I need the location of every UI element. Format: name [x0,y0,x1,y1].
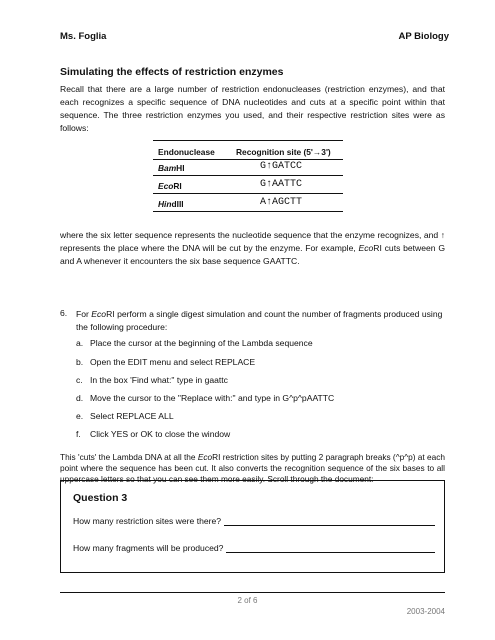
step-letter: f. [76,429,81,439]
explanation-paragraph: where the six letter sequence represents the nucleotide sequence that the enzyme recognizes, and ↑ represents the place where the DNA will be cut by the enzyme. For example, EcoRI cuts between G and A whenever it encounters the six base sequence GAATTC. [60,230,445,266]
prompt-label: How many fragments will be produced? [73,543,224,553]
step-letter: b. [76,357,84,367]
step-letter: d. [76,393,84,403]
answer-blank-sites[interactable] [224,517,435,526]
prompt-label: How many restriction sites were there? [73,516,222,526]
table-row-rule [153,193,343,194]
step-text: Click YES or OK to close the window [90,429,231,439]
footer-rule [60,592,445,593]
table-row-enzyme: HindIII [158,199,184,209]
question-3-prompt-sites [73,516,435,526]
closing-paragraph: This 'cuts' the Lambda DNA at all the EcoRI restriction sites by putting 2 paragraph breaks (^p^p) at each point where the sequence has been cut. It also converts the recognition sequence of the six bases to all uppercase letters so that you can see them more easily. Scroll through the document: [60,452,445,484]
question-3-prompt-fragments [73,543,435,553]
step-letter: e. [76,411,84,421]
header-teacher: Ms. Foglia [60,31,107,42]
question-6-text: For EcoRI perform a single digest simulation and count the number of fragments produced using the following procedure: [76,309,443,332]
step-letter: c. [76,375,83,385]
table-top-rule [153,140,343,141]
question-3-box [60,480,445,573]
table-header-enzyme: Endonuclease [158,147,215,157]
footer-year: 2003-2004 [406,607,445,616]
answer-blank-fragments[interactable] [226,544,435,553]
table-row-site: A↑AGCTT [260,197,303,208]
section-title: Simulating the effects of restriction enzymes [60,66,284,78]
table-row-enzyme: BamHI [158,163,185,173]
intro-paragraph: Recall that there are a large number of restriction endonucleases (restriction enzymes), and that each recognizes a specific sequence of DNA nucleotides and cuts at a specific point within that sequence. The three restriction enzymes you used, and their respective restriction sites were as follows: [60,84,445,133]
step-letter: a. [76,338,84,348]
table-header-site: Recognition site (5'→3') [236,147,331,157]
step-text: Select REPLACE ALL [90,411,174,421]
step-text: In the box 'Find what:" type in gaattc [90,375,228,385]
table-header-rule [153,159,343,160]
table-row-site: G↑AATTC [260,179,303,190]
step-text: Move the cursor to the "Replace with:" and type in G^p^pAATTC [90,393,335,403]
table-bottom-rule [153,211,343,212]
header-course: AP Biology [398,31,449,42]
step-text: Open the EDIT menu and select REPLACE [90,357,256,367]
question-6-number: 6. [60,308,68,318]
table-row-site: G↑GATCC [260,161,303,172]
table-row-enzyme: EcoRI [158,181,182,191]
question-3-title: Question 3 [73,492,128,504]
step-text: Place the cursor at the beginning of the Lambda sequence [90,338,313,348]
table-row-rule [153,175,343,176]
page-number: 2 of 6 [237,596,258,605]
